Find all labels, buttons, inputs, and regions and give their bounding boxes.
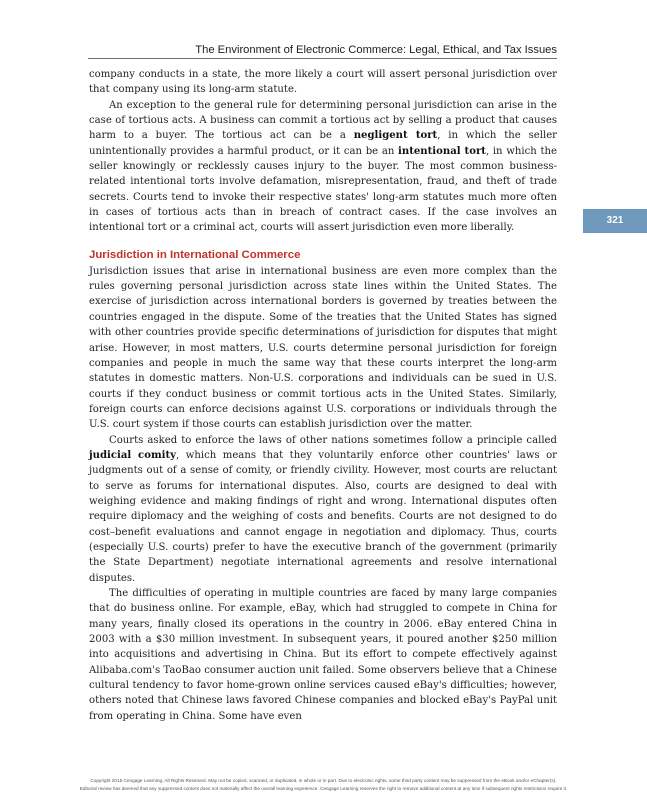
paragraph-2-text-a: An exception to the general rule for determining personal jurisdiction can arise in the case of tortious acts. A business can commit a tortious act by selling a product that causes harm to a buyer. The tortious act can be a — [89, 99, 557, 142]
paragraph-2-text-c: , in which the seller knowingly or recklessly causes injury to the buyer. The most common business-related intentional torts involve defamation, misrepresentation, fraud, and theft of trade secrets. Courts tend to invoke their respective states' long-arm statutes much more often in cases of tortious acts than in breach of contract cases. If the case involves an intentional tort or a criminal act, courts will assert jurisdiction even more liberally. — [89, 145, 557, 234]
paragraph-4-text-b: , which means that they voluntarily enforce other countries' laws or judgments out of a sense of comity, or friendly civility. However, most courts are reluctant to serve as forums for international disputes. Also, courts are designed to deal with weighing evidence and making findings of right and wrong. International disputes often require diplomacy and the weighing of costs and benefits. Courts are not designed to do cost–benefit evaluations and cannot engage in negotiation and diplomacy. Thus, courts (especially U.S. courts) prefer to have the executive branch of the government (primarily the State Department) negotiate international agreements and resolve international disputes. — [89, 449, 557, 584]
page-number: 321 — [606, 215, 624, 226]
paragraph-4 — [89, 433, 557, 586]
paragraph-3: Jurisdiction issues that arise in international business are even more complex than the rules governing personal jurisdiction across state lines within the United States. The exercise of jurisdiction across international borders is governed by treaties between the countries engaged in the dispute. Some of the treaties that the United States has signed with other countries provide specific determinations of jurisdiction for disputes that might arise. However, in most matters, U.S. courts determine personal jurisdiction for foreign companies and people in much the same way that these courts interpret the long-arm statutes in domestic matters. Non-U.S. corporations and individuals can be sued in U.S. courts if they conduct business or commit tortious acts in the United States. Similarly, foreign courts can enforce decisions against U.S. corporations or individuals through the U.S. court system if those courts can establish jurisdiction over the matter. — [89, 265, 557, 431]
editorial-notice: Editorial review has deemed that any suppressed content does not materially affect the overall learning experience. Cengage Learning reserves the right to remove additional content at any time if subsequent rights restrictions require it. — [79, 786, 568, 791]
running-head: The Environment of Electronic Commerce: Legal, Ethical, and Tax Issues — [195, 44, 557, 56]
copyright-notice: Copyright 2015 Cengage Learning. All Rights Reserved. May not be copied, scanned, or duplicated, in whole or in part. Due to electronic rights, some third party content may be suppressed from the eBook and/or eChapter(s). — [90, 778, 557, 783]
term-judicial-comity: judicial comity — [89, 449, 176, 461]
page-number-tab — [583, 209, 647, 233]
paragraph-2-text-b: , in which the seller unintentionally provides a harmful product, or it can be an — [89, 130, 558, 157]
header-rule — [88, 58, 557, 59]
term-intentional-tort: intentional tort — [398, 145, 486, 157]
section-heading: Jurisdiction in International Commerce — [89, 248, 301, 261]
paragraph-5: The difficulties of operating in multiple countries are faced by many large companies that do business online. For example, eBay, which had struggled to compete in China for many years, finally closed its operations in the country in 2006. eBay entered China in 2003 with a $30 million investment. In subsequent years, it poured another $250 million into acquisitions and advertising in China. But its effort to compete effectively against Alibaba.com's TaoBao consumer auction unit failed. Some observers believe that a Chinese cultural tendency to favor home-grown online services caused eBay's difficulties; however, others noted that Chinese laws favored Chinese companies and blocked eBay's PayPal unit from operating in China. Some have even — [89, 588, 557, 722]
paragraph-1: company conducts in a state, the more likely a court will assert personal jurisdiction over that company using its long-arm statute. — [89, 69, 557, 96]
body-text — [89, 67, 557, 724]
paragraph-4-text-a: Courts asked to enforce the laws of other nations sometimes follow a principle called — [109, 434, 557, 446]
paragraph-2 — [89, 98, 557, 236]
term-negligent-tort: negligent tort — [353, 130, 438, 142]
